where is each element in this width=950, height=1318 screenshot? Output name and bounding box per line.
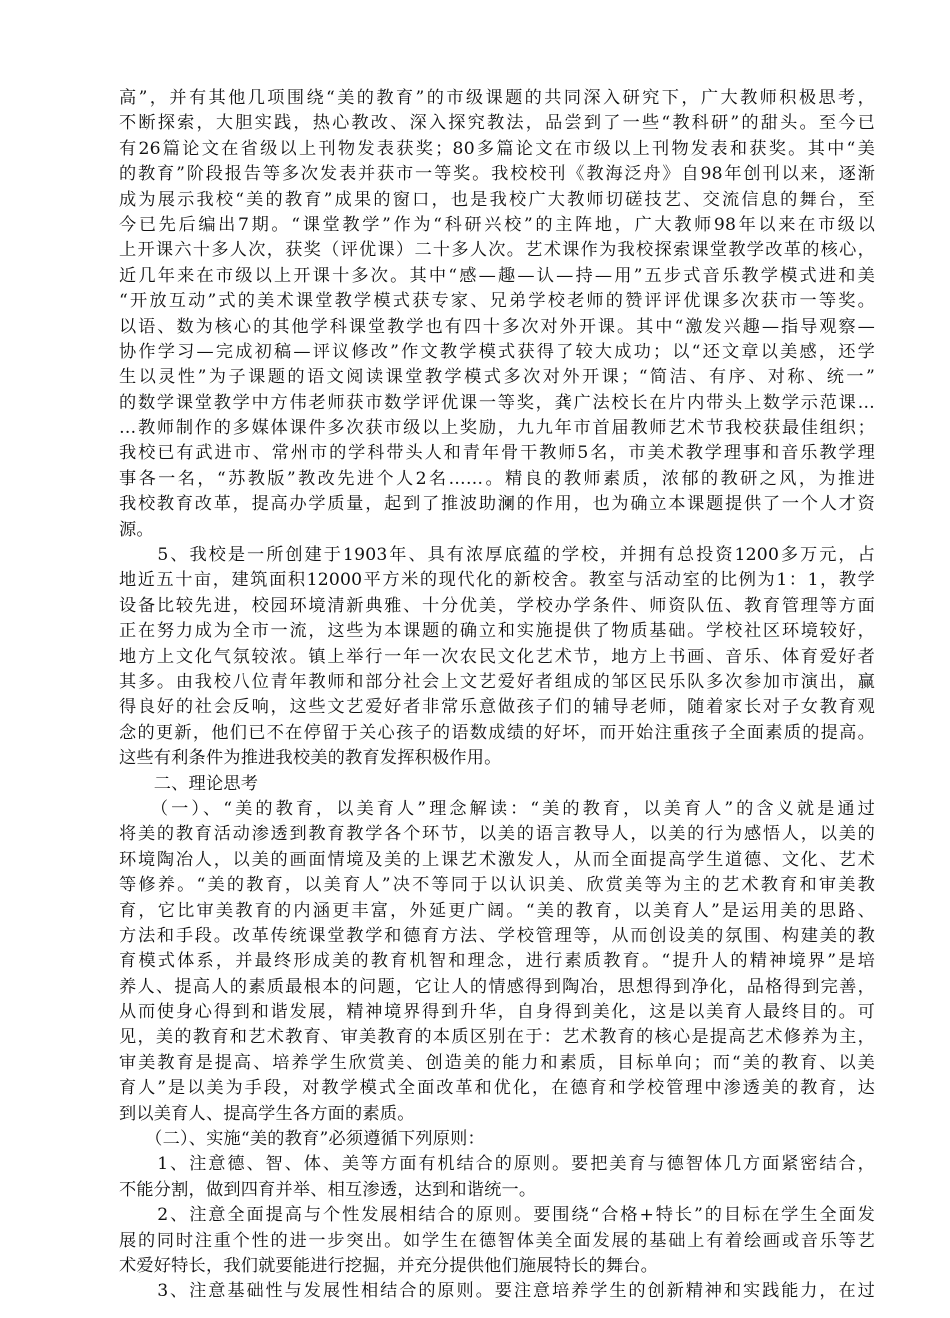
text-line: 见，美的教育和艺术教育、审美教育的本质区别在于：艺术教育的核心是提高艺术修养为主， bbox=[119, 1027, 875, 1048]
text-line: 审美教育是提高、培养学生欣赏美、创造美的能力和素质，目标单向；而“美的教育、以美 bbox=[119, 1052, 875, 1073]
text-line: 正在努力成为全市一流，这些为本课题的确立和实施提供了物质基础。学校社区环境较好， bbox=[119, 621, 875, 642]
text-line: 到以美育人、提高学生各方面的素质。 bbox=[119, 1103, 415, 1124]
text-line: 不能分割，做到四育并举、相互渗透，达到和谐统一。 bbox=[119, 1179, 537, 1200]
text-line: 不断探索，大胆实践，热心教改、深入探究教法，品尝到了一些“教科研”的甜头。至今已 bbox=[119, 113, 875, 134]
text-line: 二、理论思考 bbox=[119, 773, 259, 794]
text-line: …教师制作的多媒体课件多次获市级以上奖励，九九年市首届教师艺术节我校获最佳组织； bbox=[119, 418, 875, 439]
text-line: 高”，并有其他几项围绕“美的教育”的市级课题的共同深入研究下，广大教师积极思考， bbox=[119, 88, 875, 108]
text-line: 其多。由我校八位青年教师和部分社会上文艺爱好者组成的邹区民乐队多次参加市演出，赢 bbox=[119, 671, 875, 692]
text-line: 协作学习—完成初稿—评议修改”作文教学模式获得了较大成功；以“还文章以美感，还学 bbox=[119, 341, 875, 362]
text-line: 上开课六十多人次，获奖（评优课）二十多人次。艺术课作为我校探索课堂教学改革的核心， bbox=[119, 240, 875, 261]
text-line: 的数学课堂教学中方伟老师获市数学评优课一等奖，龚广法校长在片内带头上数学示范课… bbox=[119, 392, 875, 413]
text-line: 育模式体系，并最终形成美的教育机智和理念，进行素质教育。“提升人的精神境界”是培 bbox=[119, 951, 875, 972]
text-line: 设备比较先进，校园环境清新典雅、十分优美，学校办学条件、师资队伍、教育管理等方面 bbox=[119, 595, 875, 616]
text-line: 我校已有武进市、常州市的学科带头人和青年骨干教师5名，市美术教学理事和音乐教学理 bbox=[119, 443, 875, 464]
text-line: 近几年来在市级以上开课十多次。其中“感—趣—认—持—用”五步式音乐教学模式进和美 bbox=[119, 265, 875, 286]
text-line: 展的同时注重个性的进一步突出。如学生在德智体美全面发展的基础上有着绘画或音乐等艺 bbox=[119, 1230, 875, 1251]
text-line: 育人”是以美为手段，对教学模式全面改革和优化，在德育和学校管理中渗透美的教育，达 bbox=[119, 1078, 875, 1099]
text-line: 等修养。“美的教育，以美育人”决不等同于以认识美、欣赏美等为主的艺术教育和审美教 bbox=[119, 875, 875, 896]
text-line: （一）、“美的教育，以美育人”理念解读：“美的教育，以美育人”的含义就是通过 bbox=[119, 798, 875, 819]
text-line: 1、注意德、智、体、美等方面有机结合的原则。要把美育与德智体几方面紧密结合， bbox=[119, 1154, 875, 1175]
text-line: “开放互动”式的美术课堂教学模式获专家、兄弟学校老师的赞评评优课多次获市一等奖。 bbox=[119, 291, 875, 312]
text-line: 地方上文化气氛较浓。镇上举行一年一次农民文化艺术节，地方上书画、音乐、体育爱好者 bbox=[119, 646, 875, 667]
text-line: 生以灵性”为子课题的语文阅读课堂教学模式多次对外开课；“简洁、有序、对称、统一” bbox=[119, 367, 875, 388]
text-line: 地近五十亩，建筑面积12000平方米的现代化的新校舍。教室与活动室的比例为1：1，教学 bbox=[119, 570, 875, 591]
text-line: 我校教育改革，提高办学质量，起到了推波助澜的作用，也为确立本课题提供了一个人才资 bbox=[119, 494, 875, 515]
text-line: 的教育”阶段报告等多次发表并获市一等奖。我校校刊《教海泛舟》自98年创刊以来，逐渐 bbox=[119, 164, 875, 185]
text-line: 环境陶冶人，以美的画面情境及美的上课艺术激发人，从而全面提高学生道德、文化、艺术 bbox=[119, 849, 875, 870]
text-line: （二）、实施“美的教育”必须遵循下列原则： bbox=[119, 1129, 485, 1150]
text-line: 以语、数为核心的其他学科课堂教学也有四十多次对外开课。其中“激发兴趣—指导观察— bbox=[119, 316, 875, 337]
text-line: 3、注意基础性与发展性相结合的原则。要注意培养学生的创新精神和实践能力，在过 bbox=[119, 1281, 875, 1302]
text-line: 5、我校是一所创建于1903年、具有浓厚底蕴的学校，并拥有总投资1200多万元，占 bbox=[119, 545, 875, 566]
text-line: 这些有利条件为推进我校美的教育发挥积极作用。 bbox=[119, 748, 502, 769]
text-line: 术爱好特长，我们就要能进行挖掘，并充分提供他们施展特长的舞台。 bbox=[119, 1255, 659, 1276]
text-line: 有26篇论文在省级以上刊物发表获奖；80多篇论文在市级以上刊物发表和获奖。其中“美 bbox=[119, 138, 875, 159]
text-line: 育，它比审美教育的内涵更丰富，外延更广阔。“美的教育，以美育人”是运用美的思路、 bbox=[119, 900, 875, 921]
text-line: 得良好的社会反响，这些文艺爱好者非常乐意做孩子们的辅导老师，随着家长对子女教育观 bbox=[119, 697, 875, 718]
text-line: 源。 bbox=[119, 519, 154, 540]
text-line: 今已先后编出7期。“课堂教学”作为“科研兴校”的主阵地，广大教师98年以来在市级以 bbox=[119, 214, 875, 235]
text-line: 将美的教育活动渗透到教育教学各个环节，以美的语言教导人，以美的行为感悟人，以美的 bbox=[119, 824, 875, 845]
text-line: 养人、提高人的素质最根本的问题，它让人的情感得到陶冶，思想得到净化，品格得到完善， bbox=[119, 976, 875, 997]
text-line: 念的更新，他们已不在停留于关心孩子的语数成绩的好坏，而开始注重孩子全面素质的提高。 bbox=[119, 722, 875, 743]
text-line: 从而使身心得到和谐发展，精神境界得到升华，自身得到美化，这是以美育人最终目的。可 bbox=[119, 1002, 875, 1023]
text-line: 事各一名，“苏教版”教改先进个人2名……。精良的教师素质，浓郁的教研之风，为推进 bbox=[119, 468, 875, 489]
document-page bbox=[119, 86, 875, 1305]
text-line: 2、注意全面提高与个性发展相结合的原则。要围绕“合格+特长”的目标在学生全面发 bbox=[119, 1205, 875, 1226]
text-line: 方法和手段。改革传统课堂教学和德育方法、学校管理等，从而创设美的氛围、构建美的教 bbox=[119, 925, 875, 946]
text-line: 成为展示我校“美的教育”成果的窗口，也是我校广大教师切磋技艺、交流信息的舞台，至 bbox=[119, 189, 875, 210]
